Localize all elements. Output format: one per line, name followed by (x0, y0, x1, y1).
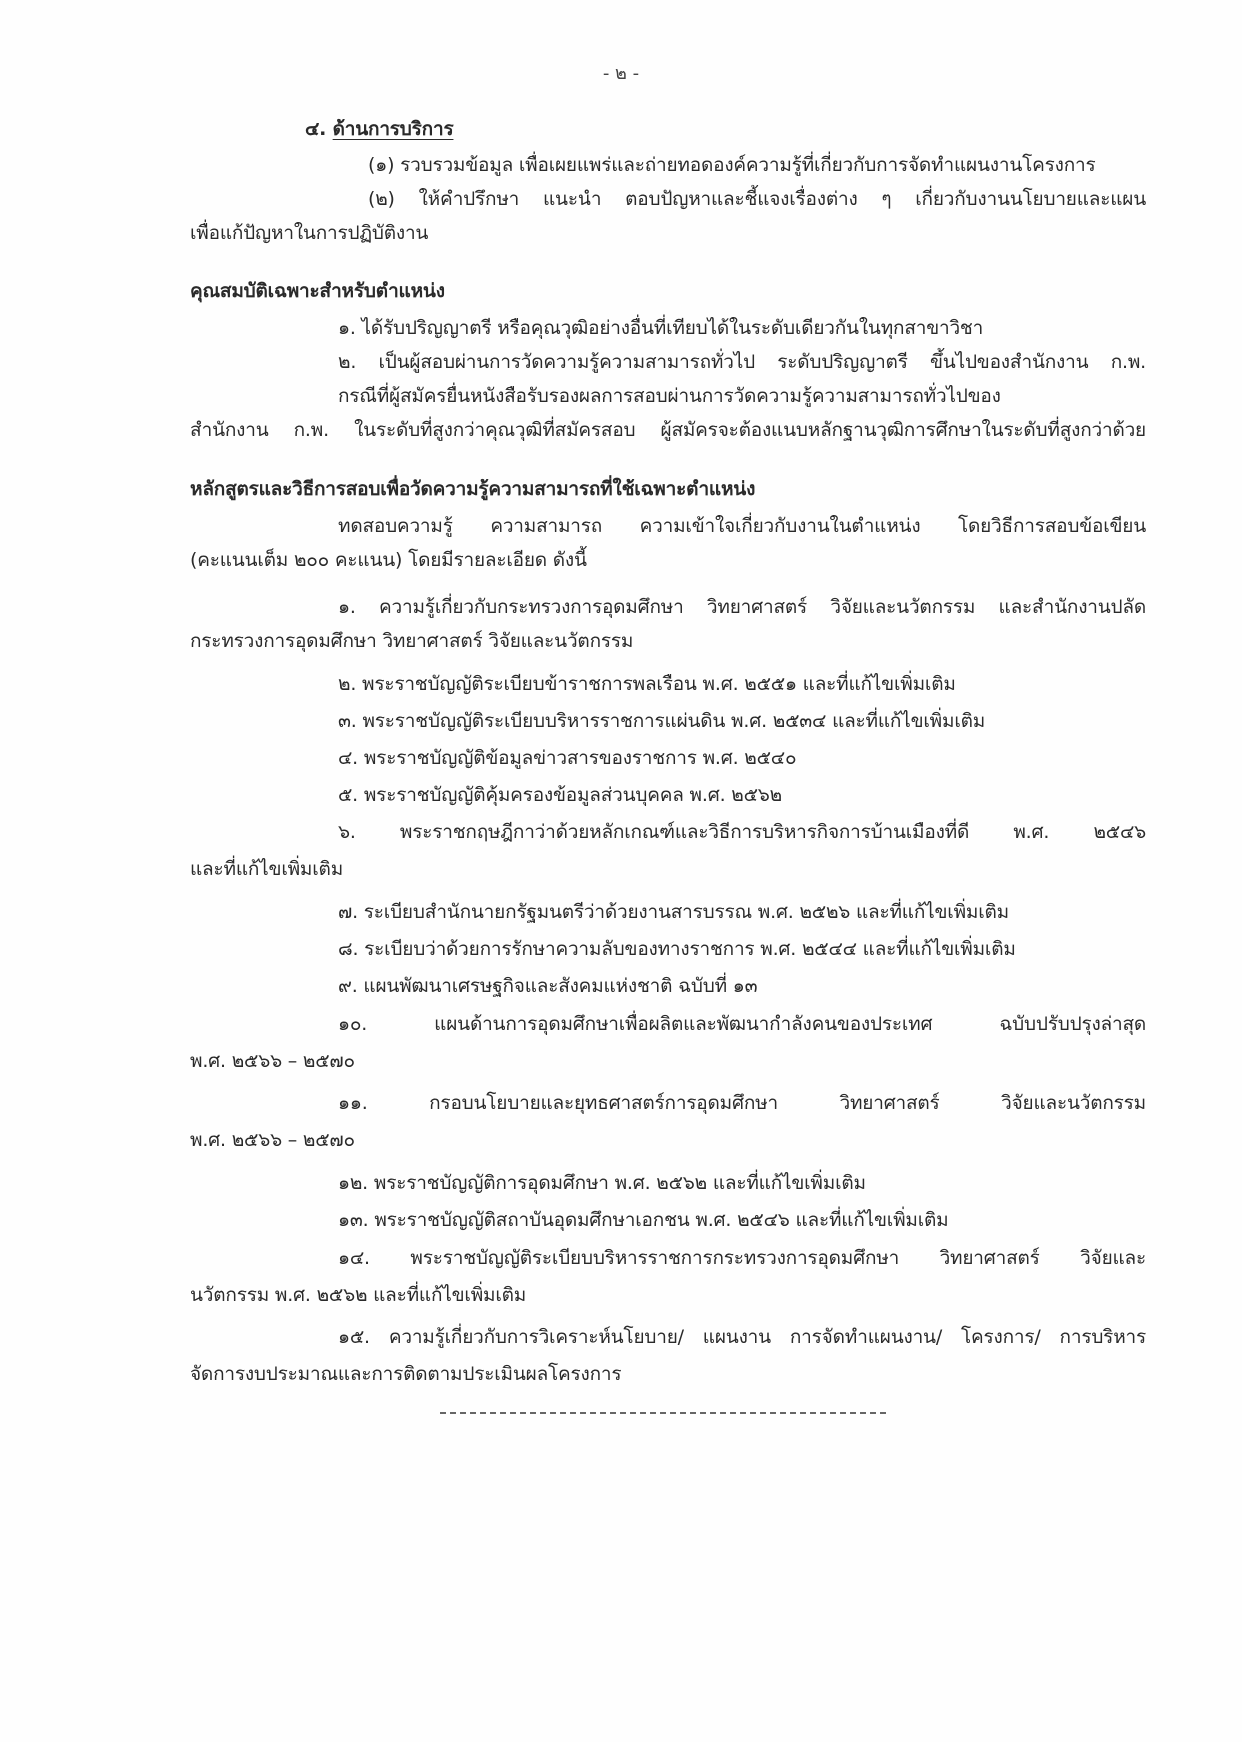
curriculum-item-1: ๑. ความรู้เกี่ยวกับกระทรวงการอุดมศึกษา วิทยาศาสตร์ วิจัยและนวัตกรรม และสำนักงานปลัด (338, 596, 1146, 618)
curriculum-item-12: ๑๒. พระราชบัญญัติการอุดมศึกษา พ.ศ. ๒๕๖๒ และที่แก้ไขเพิ่มเติม (338, 1172, 866, 1194)
section-4-item-2: (๒) ให้คำปรึกษา แนะนำ ตอบปัญหาและชี้แจงเรื่องต่าง ๆ เกี่ยวกับงานนโยบายและแผน (368, 188, 1146, 210)
page-number: - ๒ - (602, 63, 640, 84)
qualification-line-4: สำนักงาน ก.พ. ในระดับที่สูงกว่าคุณวุฒิที่สมัครสอบ ผู้สมัครจะต้องแนบหลักฐานวุฒิการศึกษาในระดับที่สูงกว่าด้วย (190, 419, 1146, 441)
curriculum-item-8: ๘. ระเบียบว่าด้วยการรักษาความลับของทางราชการ พ.ศ. ๒๕๔๔ และที่แก้ไขเพิ่มเติม (338, 938, 1016, 960)
section-4-item-2-cont: เพื่อแก้ปัญหาในการปฏิบัติงาน (190, 222, 429, 244)
section-4-number: ๔. (305, 118, 327, 140)
curriculum-item-1-cont: กระทรวงการอุดมศึกษา วิทยาศาสตร์ วิจัยและนวัตกรรม (190, 630, 634, 652)
curriculum-item-4: ๔. พระราชบัญญัติข้อมูลข่าวสารของราชการ พ.ศ. ๒๕๔๐ (338, 747, 797, 769)
curriculum-item-7: ๗. ระเบียบสำนักนายกรัฐมนตรีว่าด้วยงานสารบรรณ พ.ศ. ๒๕๒๖ และที่แก้ไขเพิ่มเติม (338, 901, 1009, 923)
curriculum-item-15: ๑๕. ความรู้เกี่ยวกับการวิเคราะห์นโยบาย/ แผนงาน การจัดทำแผนงาน/ โครงการ/ การบริหาร (338, 1326, 1146, 1348)
qualification-line-1: ๑. ได้รับปริญญาตรี หรือคุณวุฒิอย่างอื่นที่เทียบได้ในระดับเดียวกันในทุกสาขาวิชา (338, 317, 984, 339)
curriculum-item-11-cont: พ.ศ. ๒๕๖๖ – ๒๕๗๐ (190, 1129, 355, 1151)
curriculum-item-11: ๑๑. กรอบนโยบายและยุทธศาสตร์การอุดมศึกษา วิทยาศาสตร์ วิจัยและนวัตกรรม (338, 1092, 1146, 1114)
curriculum-intro-2: (คะแนนเต็ม ๒๐๐ คะแนน) โดยมีรายละเอียด ดังนี้ (190, 549, 587, 571)
curriculum-item-10: ๑๐. แผนด้านการอุดมศึกษาเพื่อผลิตและพัฒนากำลังคนของประเทศ ฉบับปรับปรุงล่าสุด (338, 1013, 1146, 1035)
curriculum-item-10-cont: พ.ศ. ๒๕๖๖ – ๒๕๗๐ (190, 1050, 355, 1072)
section-4-title: ด้านการบริการ (332, 118, 454, 140)
curriculum-item-14: ๑๔. พระราชบัญญัติระเบียบบริหารราชการกระทรวงการอุดมศึกษา วิทยาศาสตร์ วิจัยและ (338, 1247, 1146, 1269)
curriculum-item-6: ๖. พระราชกฤษฎีกาว่าด้วยหลักเกณฑ์และวิธีการบริหารกิจการบ้านเมืองที่ดี พ.ศ. ๒๕๔๖ (338, 821, 1146, 843)
curriculum-item-5: ๕. พระราชบัญญัติคุ้มครองข้อมูลส่วนบุคคล พ.ศ. ๒๕๖๒ (338, 784, 782, 806)
section-4-item-1: (๑) รวบรวมข้อมูล เพื่อเผยแพร่และถ่ายทอดองค์ความรู้ที่เกี่ยวกับการจัดทำแผนงานโครงการ (368, 154, 1096, 176)
curriculum-item-6-cont: และที่แก้ไขเพิ่มเติม (190, 858, 344, 880)
curriculum-intro-1: ทดสอบความรู้ ความสามารถ ความเข้าใจเกี่ยวกับงานในตำแหน่ง โดยวิธีการสอบข้อเขียน (338, 515, 1146, 537)
curriculum-item-9: ๙. แผนพัฒนาเศรษฐกิจและสังคมแห่งชาติ ฉบับที่ ๑๓ (338, 975, 758, 997)
qualifications-heading: คุณสมบัติเฉพาะสำหรับตำแหน่ง (190, 280, 445, 302)
end-separator (440, 1412, 886, 1414)
curriculum-heading: หลักสูตรและวิธีการสอบเพื่อวัดความรู้ความสามารถที่ใช้เฉพาะตำแหน่ง (190, 478, 756, 500)
curriculum-item-14-cont: นวัตกรรม พ.ศ. ๒๕๖๒ และที่แก้ไขเพิ่มเติม (190, 1284, 527, 1306)
curriculum-item-13: ๑๓. พระราชบัญญัติสถาบันอุดมศึกษาเอกชน พ.ศ. ๒๕๔๖ และที่แก้ไขเพิ่มเติม (338, 1209, 949, 1231)
section-4-heading (305, 116, 453, 142)
qualification-line-2: ๒. เป็นผู้สอบผ่านการวัดความรู้ความสามารถทั่วไป ระดับปริญญาตรี ขึ้นไปของสำนักงาน ก.พ. (338, 351, 1146, 373)
curriculum-item-3: ๓. พระราชบัญญัติระเบียบบริหารราชการแผ่นดิน พ.ศ. ๒๕๓๔ และที่แก้ไขเพิ่มเติม (338, 710, 986, 732)
qualification-line-3: กรณีที่ผู้สมัครยื่นหนังสือรับรองผลการสอบผ่านการวัดความรู้ความสามารถทั่วไปของ (338, 385, 1001, 407)
curriculum-item-2: ๒. พระราชบัญญัติระเบียบข้าราชการพลเรือน พ.ศ. ๒๕๕๑ และที่แก้ไขเพิ่มเติม (338, 673, 956, 695)
curriculum-item-15-cont: จัดการงบประมาณและการติดตามประเมินผลโครงการ (190, 1363, 622, 1385)
